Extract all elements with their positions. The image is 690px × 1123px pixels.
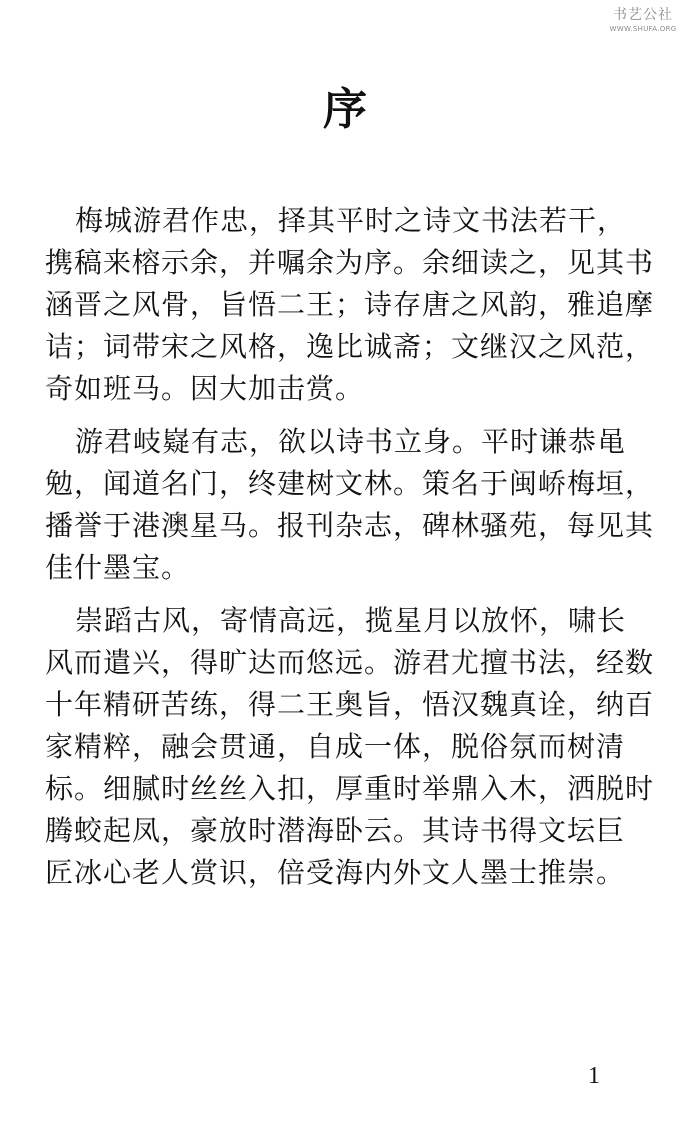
paragraph-line: 奇如班马。因大加击赏。	[45, 372, 365, 405]
paragraph-line: 风而遣兴，得旷达而悠远。游君尤擅书法，经数	[45, 646, 655, 679]
paragraph-line: 诘；词带宋之风格，逸比诚斋；文继汉之风范，	[45, 330, 655, 363]
paragraph-line: 十年精研苦练，得二王奥旨，悟汉魏真诠，纳百	[45, 688, 655, 721]
watermark-logo	[604, 6, 682, 40]
paragraph-line: 携稿来榕示余，并嘱余为序。余细读之，见其书	[45, 246, 655, 279]
paragraph-line: 家精粹，融会贯通，自成一体，脱俗氛而树清	[45, 730, 626, 763]
preface-body	[45, 200, 655, 905]
paragraph-3	[45, 600, 655, 894]
paragraph-line: 标。细腻时丝丝入扣，厚重时举鼎入木，洒脱时	[45, 772, 655, 805]
paragraph-line: 腾蛟起凤，豪放时潜海卧云。其诗书得文坛巨	[45, 814, 626, 847]
paragraph-line: 崇蹈古风，寄情高远，揽星月以放怀，啸长	[75, 604, 627, 637]
paragraph-line: 佳什墨宝。	[45, 551, 191, 584]
paragraph-line: 梅城游君作忠，择其平时之诗文书法若干，	[75, 204, 627, 237]
watermark-url: WWW.SHUFA.ORG	[609, 25, 677, 33]
watermark-logo-text: 书艺公社	[613, 7, 673, 23]
paragraph-1	[45, 200, 655, 410]
paragraph-2	[45, 421, 655, 589]
paragraph-line: 涵晋之风骨，旨悟二王；诗存唐之风韵，雅追摩	[45, 288, 655, 321]
page-number: 1	[588, 1063, 600, 1089]
page-title: 序	[323, 84, 367, 135]
paragraph-line: 播誉于港澳星马。报刊杂志，碑林骚苑，每见其	[45, 509, 655, 542]
paragraph-line: 游君岐嶷有志，欲以诗书立身。平时谦恭黾	[75, 425, 627, 458]
paragraph-line: 勉，闻道名门，终建树文林。策名于闽峤梅垣，	[45, 467, 655, 500]
paragraph-line: 匠冰心老人赏识，倍受海内外文人墨士推崇。	[45, 856, 626, 889]
